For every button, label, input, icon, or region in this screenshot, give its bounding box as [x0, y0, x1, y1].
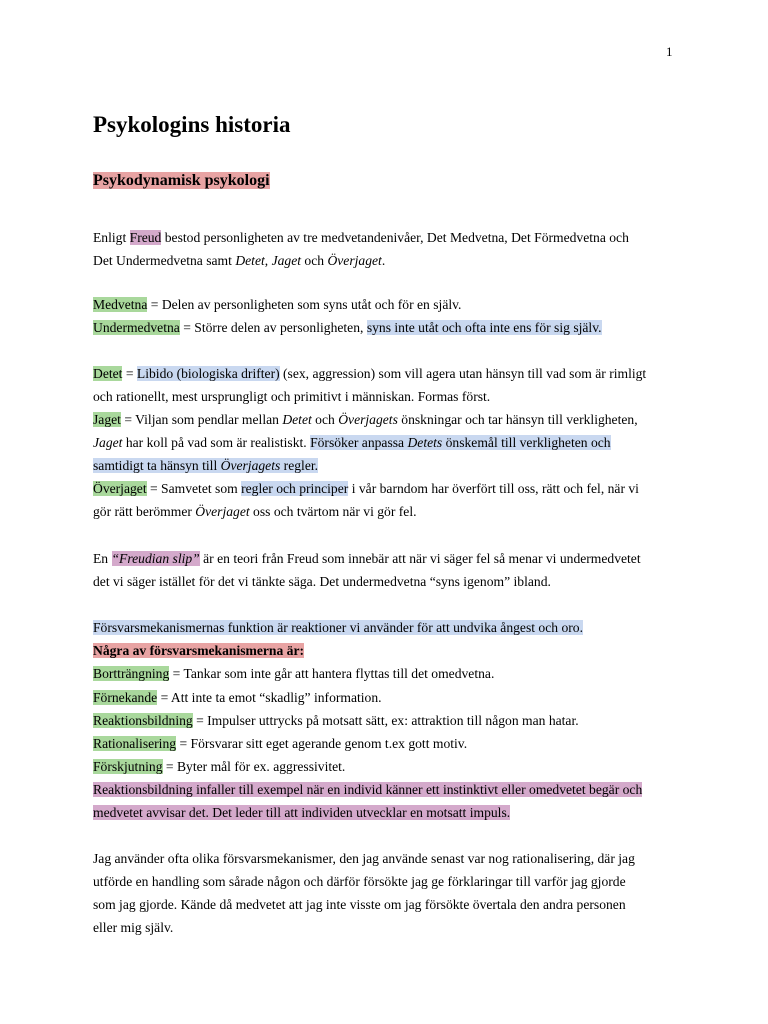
definition: = Större delen av personligheten,	[179, 320, 367, 335]
term-jaget: Jaget	[93, 412, 121, 427]
defense-item	[93, 758, 345, 776]
italic-term: Överjagets	[338, 412, 398, 427]
defense-item	[93, 712, 579, 730]
defense-example: medvetet avvisar det. Det leder till att individen utvecklar en motsatt impuls.	[93, 805, 511, 820]
highlight-blue: syns inte utåt och ofta inte ens för sig själv.	[366, 320, 602, 335]
defense-definition: = Byter mål för ex. aggressivitet.	[162, 759, 346, 774]
defense-term: Rationalisering	[93, 736, 177, 751]
personal-text: eller mig själv.	[93, 920, 174, 935]
slip-text: är en teori från Freud som innebär att när vi säger fel så menar vi undermedvetet	[199, 551, 641, 566]
personal-text: som jag gjorde. Kände då medvetet att jag inte visste om jag försökte övertala den andra personen	[93, 897, 626, 912]
term-detet: Detet	[93, 366, 123, 381]
defense-heading: Några av försvarsmekanismerna är:	[93, 643, 305, 658]
intro-line-1	[93, 229, 629, 247]
highlight-blue: Libido (biologiska drifter)	[136, 366, 280, 381]
defense-example: Reaktionsbildning infaller till exempel när en individ känner ett instinktivt eller omedvetet begär och	[93, 782, 643, 797]
defense-item	[93, 735, 467, 753]
definition: och rationellt, mest ursprungligt och primitivt i människan. Formas först.	[93, 389, 491, 404]
defense-item	[93, 665, 494, 683]
italic-term: Överjaget	[195, 504, 250, 519]
term-undermedvetna: Undermedvetna	[93, 320, 180, 335]
defense-example-line-2	[93, 804, 510, 822]
highlight-blue	[93, 458, 318, 473]
intro-line-2	[93, 252, 385, 270]
personal-text: utförde en handling som sårade någon och därför försökte jag ge förklaringar till varför jag gjorde	[93, 874, 626, 889]
defense-function: Försvarsmekanismernas funktion är reaktioner vi använder för att undvika ångest och oro.	[93, 620, 583, 635]
slip-line-1	[93, 550, 641, 568]
italic-term: Detets	[407, 435, 443, 450]
definition: = Viljan som pendlar mellan	[120, 412, 283, 427]
medvetna-line	[93, 296, 461, 314]
italic-term: Detet	[282, 412, 312, 427]
freudian-slip-highlight: “Freudian slip”	[111, 551, 200, 566]
defense-term: Förskjutning	[93, 759, 163, 774]
overjaget-line-1	[93, 480, 639, 498]
personal-line	[93, 850, 635, 868]
personal-line	[93, 873, 626, 891]
section-heading: Psykodynamisk psykologi	[93, 172, 270, 189]
defense-heading-line	[93, 642, 304, 660]
highlight-text: Försöker anpassa	[310, 435, 408, 450]
intro-text: Enligt	[93, 230, 130, 245]
slip-text: det vi säger istället för det vi tänkte säga. Det undermedvetna “syns igenom” ibland.	[93, 574, 551, 589]
overjaget-line-2	[93, 503, 417, 521]
intro-text: bestod personligheten av tre medvetandenivåer, Det Medvetna, Det Förmedvetna och	[161, 230, 629, 245]
intro-italic: Jaget	[271, 253, 302, 268]
undermedvetna-line	[93, 319, 602, 337]
defense-term: Reaktionsbildning	[93, 713, 193, 728]
definition: = Samvetet som	[146, 481, 242, 496]
definition: (sex, aggression) som vill agera utan hänsyn till vad som är rimligt	[279, 366, 647, 381]
highlight-text: önskemål till verkligheten och	[442, 435, 611, 450]
slip-line-2	[93, 573, 551, 591]
defense-definition: = Impulser uttrycks på motsatt sätt, ex: attraktion till någon man hatar.	[192, 713, 579, 728]
page-title: Psykologins historia	[93, 112, 291, 137]
intro-italic: Överjaget	[327, 253, 382, 268]
definition: oss och tvärtom när vi gör fel.	[249, 504, 417, 519]
intro-text: .	[381, 253, 386, 268]
page-number: 1	[666, 44, 673, 59]
highlight-blue	[310, 435, 611, 450]
intro-text: Det Undermedvetna samt	[93, 253, 236, 268]
definition: gör rätt berömmer	[93, 504, 196, 519]
personal-line	[93, 896, 626, 914]
definition: i vår barndom har överfört till oss, rätt och fel, när vi	[348, 481, 639, 496]
definition: =	[122, 366, 137, 381]
definition: har koll på vad som är realistiskt.	[122, 435, 311, 450]
defense-definition: = Att inte ta emot “skadlig” information.	[157, 690, 382, 705]
definition: önskningar och tar hänsyn till verkligheten,	[397, 412, 638, 427]
term-medvetna: Medvetna	[93, 297, 148, 312]
defense-example-line-1	[93, 781, 642, 799]
term-overjaget: Överjaget	[93, 481, 147, 496]
detet-line-2	[93, 388, 490, 406]
intro-text: ,	[264, 253, 272, 268]
highlight-text: samtidigt ta hänsyn till	[93, 458, 221, 473]
personal-text: Jag använder ofta olika försvarsmekanismer, den jag använde senast var nog rationalisering, där jag	[93, 851, 635, 866]
jaget-line-2	[93, 434, 611, 452]
defense-definition: = Försvarar sitt eget agerande genom t.ex gott motiv.	[176, 736, 468, 751]
slip-text: En	[93, 551, 112, 566]
defense-item	[93, 689, 382, 707]
italic-term: Överjagets	[220, 458, 281, 473]
defense-term: Bortträngning	[93, 666, 170, 681]
jaget-line-3	[93, 457, 318, 475]
jaget-line-1	[93, 411, 638, 429]
definition: och	[311, 412, 339, 427]
defense-function-line	[93, 619, 583, 637]
freud-highlight: Freud	[129, 230, 162, 245]
highlight-text: regler.	[280, 458, 319, 473]
italic-term: Jaget	[93, 435, 123, 450]
detet-line-1	[93, 365, 646, 383]
defense-definition: = Tankar som inte går att hantera flyttas till det omedvetna.	[169, 666, 495, 681]
highlight-blue: regler och principer	[241, 481, 349, 496]
section-heading-line	[93, 172, 270, 190]
personal-line	[93, 919, 173, 937]
intro-text: och	[301, 253, 328, 268]
definition: = Delen av personligheten som syns utåt och för en själv.	[147, 297, 462, 312]
intro-italic: Detet	[235, 253, 265, 268]
defense-term: Förnekande	[93, 690, 158, 705]
